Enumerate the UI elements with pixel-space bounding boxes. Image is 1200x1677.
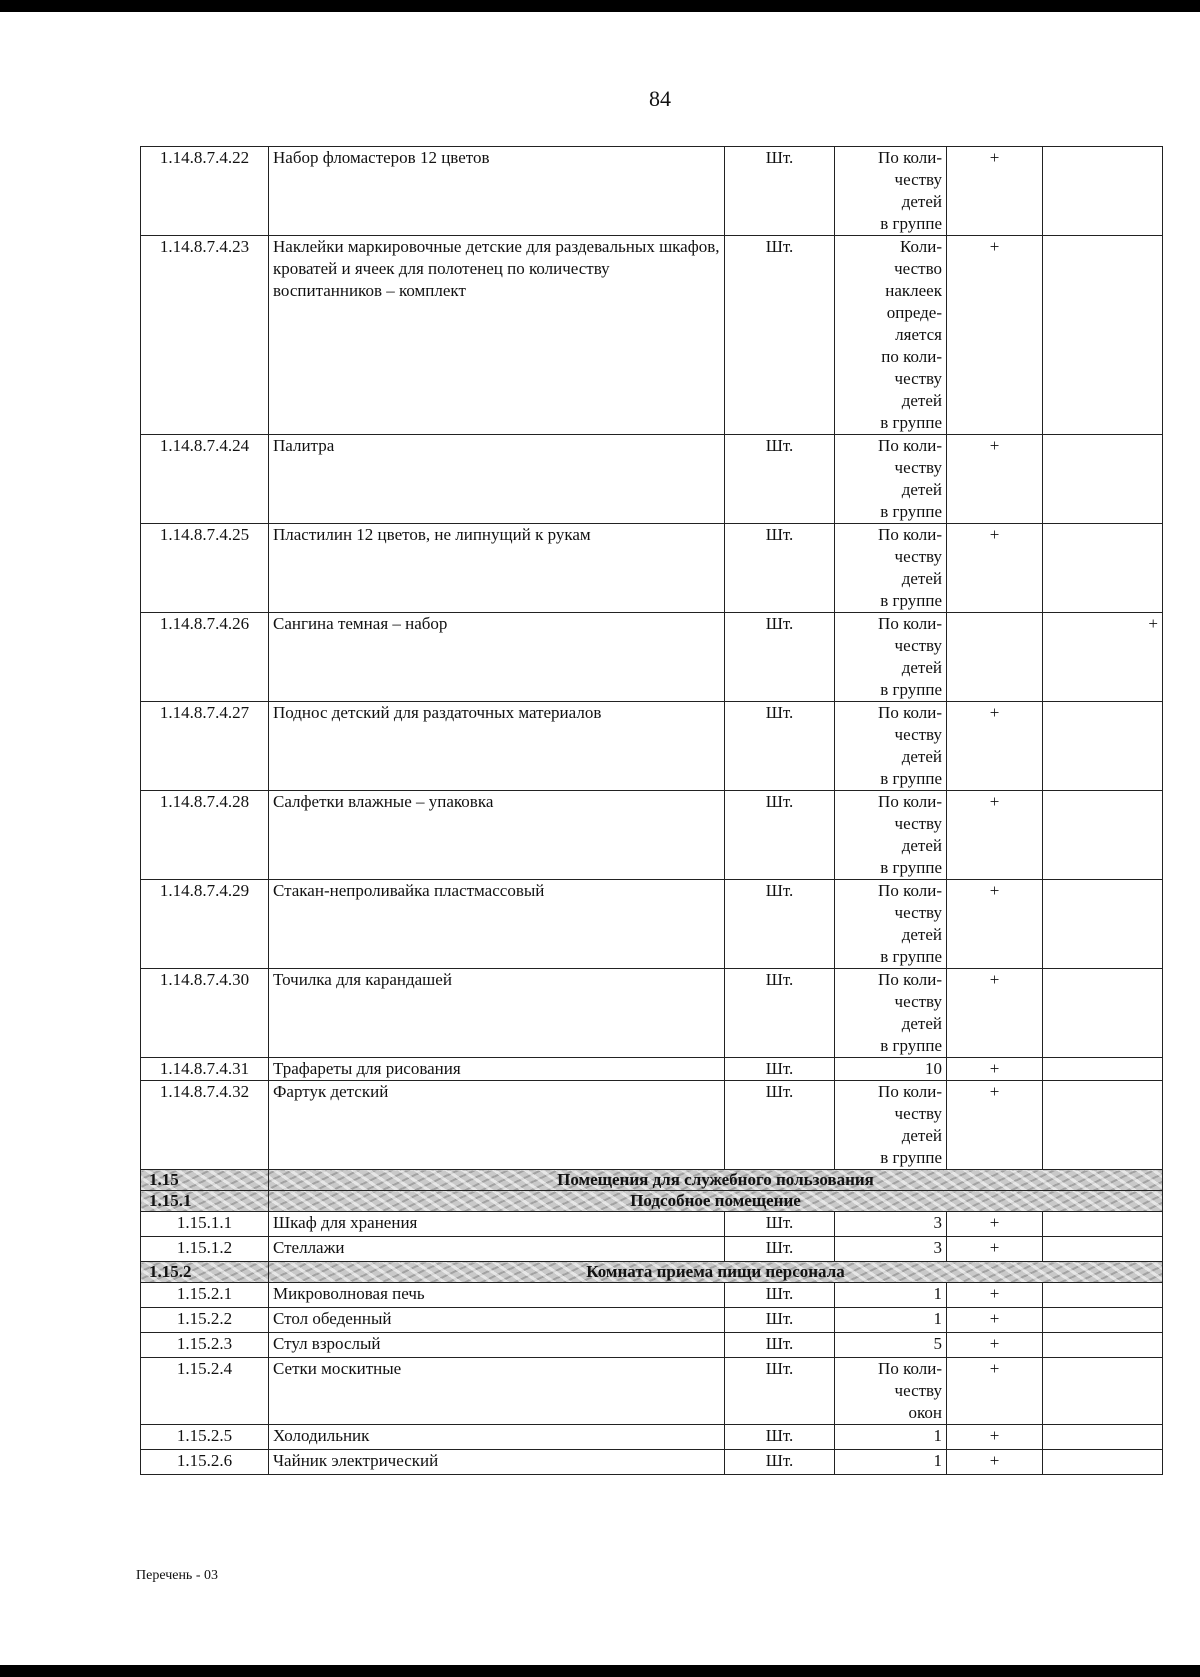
- table-row: [141, 435, 1163, 524]
- item-unit: Шт.: [725, 147, 835, 236]
- item-mark-2: [1043, 147, 1163, 236]
- item-unit: Шт.: [725, 1425, 835, 1450]
- item-unit: Шт.: [725, 969, 835, 1058]
- item-mark-2: [1043, 1283, 1163, 1308]
- item-code: 1.15.2.1: [141, 1283, 269, 1308]
- item-code: 1.15.2.6: [141, 1450, 269, 1475]
- item-code: 1.14.8.7.4.26: [141, 613, 269, 702]
- item-unit: Шт.: [725, 880, 835, 969]
- document-footer: Перечень - 03: [136, 1568, 218, 1583]
- item-mark-1: +: [947, 1358, 1043, 1425]
- item-name: Стакан-непроливайка пластмассовый: [269, 880, 725, 969]
- table-row: [141, 1212, 1163, 1237]
- item-unit: Шт.: [725, 524, 835, 613]
- item-quantity: По коли- честву детей в группе: [835, 969, 947, 1058]
- section-title: Подсобное помещение: [269, 1191, 1163, 1212]
- table-row: [141, 1237, 1163, 1262]
- item-unit: Шт.: [725, 1212, 835, 1237]
- item-name: Микроволновая печь: [269, 1283, 725, 1308]
- item-unit: Шт.: [725, 1283, 835, 1308]
- item-mark-2: [1043, 1358, 1163, 1425]
- item-quantity: 3: [835, 1212, 947, 1237]
- item-mark-2: [1043, 524, 1163, 613]
- equipment-table: [140, 146, 1163, 1475]
- section-title: Комната приема пищи персонала: [269, 1262, 1163, 1283]
- table-row: [141, 1081, 1163, 1170]
- scan-bottom-edge: [0, 1665, 1200, 1677]
- table-row: [141, 791, 1163, 880]
- item-unit: Шт.: [725, 236, 835, 435]
- table-row: [141, 702, 1163, 791]
- item-unit: Шт.: [725, 613, 835, 702]
- item-name: Пластилин 12 цветов, не липнущий к рукам: [269, 524, 725, 613]
- item-code: 1.15.2.4: [141, 1358, 269, 1425]
- item-mark-1: +: [947, 702, 1043, 791]
- item-code: 1.14.8.7.4.31: [141, 1058, 269, 1081]
- item-mark-1: +: [947, 1212, 1043, 1237]
- item-name: Точилка для карандашей: [269, 969, 725, 1058]
- item-quantity: 1: [835, 1308, 947, 1333]
- item-mark-2: [1043, 236, 1163, 435]
- item-unit: Шт.: [725, 1237, 835, 1262]
- table-row: [141, 1058, 1163, 1081]
- item-name: Чайник электрический: [269, 1450, 725, 1475]
- table-row: [141, 147, 1163, 236]
- item-code: 1.15.1.1: [141, 1212, 269, 1237]
- item-mark-1: +: [947, 969, 1043, 1058]
- item-code: 1.14.8.7.4.24: [141, 435, 269, 524]
- item-quantity: По коли- честву детей в группе: [835, 147, 947, 236]
- item-unit: Шт.: [725, 702, 835, 791]
- item-mark-2: [1043, 435, 1163, 524]
- item-name: Трафареты для рисования: [269, 1058, 725, 1081]
- item-mark-2: [1043, 702, 1163, 791]
- item-code: 1.15.2.5: [141, 1425, 269, 1450]
- item-name: Поднос детский для раздаточных материалов: [269, 702, 725, 791]
- item-quantity: 5: [835, 1333, 947, 1358]
- table-row: [141, 1308, 1163, 1333]
- item-code: 1.15.1.2: [141, 1237, 269, 1262]
- item-name: Сетки москитные: [269, 1358, 725, 1425]
- item-quantity: 1: [835, 1450, 947, 1475]
- item-mark-1: +: [947, 236, 1043, 435]
- item-quantity: По коли- честву детей в группе: [835, 791, 947, 880]
- item-code: 1.14.8.7.4.28: [141, 791, 269, 880]
- item-code: 1.14.8.7.4.29: [141, 880, 269, 969]
- item-mark-1: +: [947, 1308, 1043, 1333]
- item-name: Фартук детский: [269, 1081, 725, 1170]
- section-title: Помещения для служебного пользования: [269, 1170, 1163, 1191]
- item-quantity: По коли- честву детей в группе: [835, 1081, 947, 1170]
- item-code: 1.14.8.7.4.30: [141, 969, 269, 1058]
- item-mark-2: [1043, 1450, 1163, 1475]
- item-mark-1: +: [947, 524, 1043, 613]
- item-mark-1: +: [947, 791, 1043, 880]
- item-mark-1: +: [947, 1283, 1043, 1308]
- item-unit: Шт.: [725, 1081, 835, 1170]
- item-unit: Шт.: [725, 1308, 835, 1333]
- item-mark-1: +: [947, 1333, 1043, 1358]
- item-mark-1: +: [947, 1081, 1043, 1170]
- item-unit: Шт.: [725, 435, 835, 524]
- item-name: Шкаф для хранения: [269, 1212, 725, 1237]
- item-name: Наклейки маркировочные детские для раздевальных шкафов, кроватей и ячеек для полотенец по количеству воспитанников – комплект: [269, 236, 725, 435]
- scan-top-edge: [0, 0, 1200, 12]
- table-row: [141, 1425, 1163, 1450]
- item-quantity: 10: [835, 1058, 947, 1081]
- item-mark-2: [1043, 791, 1163, 880]
- item-unit: Шт.: [725, 1450, 835, 1475]
- item-name: Салфетки влажные – упаковка: [269, 791, 725, 880]
- item-mark-2: [1043, 1237, 1163, 1262]
- item-name: Стул взрослый: [269, 1333, 725, 1358]
- item-quantity: По коли- честву детей в группе: [835, 524, 947, 613]
- item-unit: Шт.: [725, 1333, 835, 1358]
- item-quantity: 3: [835, 1237, 947, 1262]
- equipment-table-body: [141, 147, 1163, 1475]
- section-header-row: [141, 1262, 1163, 1283]
- item-quantity: 1: [835, 1283, 947, 1308]
- item-code: 1.14.8.7.4.23: [141, 236, 269, 435]
- item-mark-1: +: [947, 1058, 1043, 1081]
- item-code: 1.14.8.7.4.32: [141, 1081, 269, 1170]
- item-quantity: По коли- честву окон: [835, 1358, 947, 1425]
- item-mark-1: +: [947, 435, 1043, 524]
- item-mark-2: [1043, 1308, 1163, 1333]
- item-quantity: По коли- честву детей в группе: [835, 435, 947, 524]
- item-mark-2: [1043, 1081, 1163, 1170]
- item-name: Набор фломастеров 12 цветов: [269, 147, 725, 236]
- item-mark-2: [1043, 1333, 1163, 1358]
- item-quantity: По коли- честву детей в группе: [835, 613, 947, 702]
- table-row: [141, 1283, 1163, 1308]
- item-mark-2: [1043, 969, 1163, 1058]
- item-mark-1: +: [947, 147, 1043, 236]
- item-code: 1.14.8.7.4.27: [141, 702, 269, 791]
- item-mark-1: [947, 613, 1043, 702]
- item-quantity: Коли- чество наклеек опреде- ляется по коли- честву детей в группе: [835, 236, 947, 435]
- section-header-row: [141, 1191, 1163, 1212]
- item-mark-2: [1043, 1425, 1163, 1450]
- item-code: 1.14.8.7.4.25: [141, 524, 269, 613]
- item-code: 1.15.2.3: [141, 1333, 269, 1358]
- item-code: 1.14.8.7.4.22: [141, 147, 269, 236]
- item-quantity: По коли- честву детей в группе: [835, 880, 947, 969]
- table-row: [141, 1333, 1163, 1358]
- table-row: [141, 524, 1163, 613]
- item-unit: Шт.: [725, 1058, 835, 1081]
- section-code: 1.15.2: [141, 1262, 269, 1283]
- item-name: Стеллажи: [269, 1237, 725, 1262]
- item-mark-1: +: [947, 1450, 1043, 1475]
- item-mark-2: [1043, 1212, 1163, 1237]
- table-row: [141, 969, 1163, 1058]
- item-mark-1: +: [947, 1425, 1043, 1450]
- table-row: [141, 236, 1163, 435]
- item-mark-2: +: [1043, 613, 1163, 702]
- item-mark-2: [1043, 1058, 1163, 1081]
- item-unit: Шт.: [725, 791, 835, 880]
- table-row: [141, 1358, 1163, 1425]
- item-mark-1: +: [947, 880, 1043, 969]
- item-mark-2: [1043, 880, 1163, 969]
- item-name: Палитра: [269, 435, 725, 524]
- page-number: 84: [649, 86, 671, 111]
- section-header-row: [141, 1170, 1163, 1191]
- item-unit: Шт.: [725, 1358, 835, 1425]
- item-name: Сангина темная – набор: [269, 613, 725, 702]
- item-code: 1.15.2.2: [141, 1308, 269, 1333]
- item-quantity: По коли- честву детей в группе: [835, 702, 947, 791]
- table-row: [141, 880, 1163, 969]
- table-row: [141, 1450, 1163, 1475]
- item-name: Холодильник: [269, 1425, 725, 1450]
- section-code: 1.15: [141, 1170, 269, 1191]
- item-quantity: 1: [835, 1425, 947, 1450]
- table-row: [141, 613, 1163, 702]
- item-mark-1: +: [947, 1237, 1043, 1262]
- section-code: 1.15.1: [141, 1191, 269, 1212]
- item-name: Стол обеденный: [269, 1308, 725, 1333]
